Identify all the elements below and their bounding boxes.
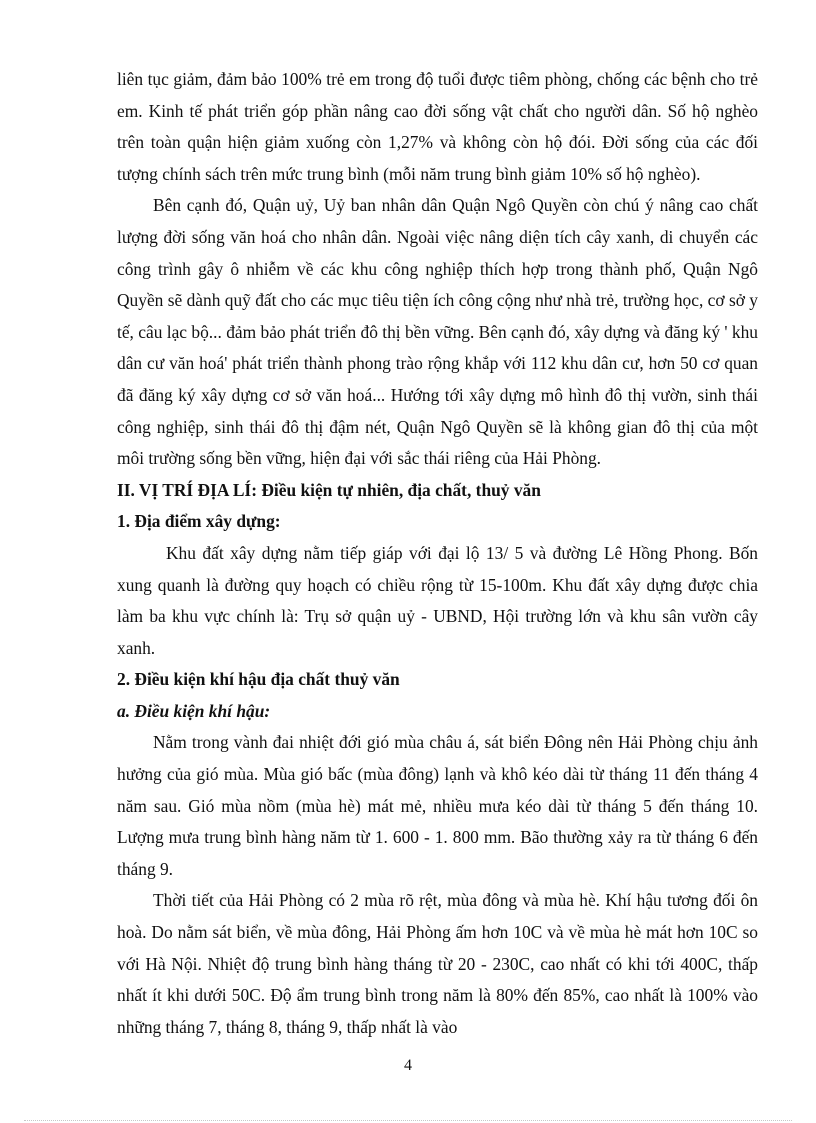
section-heading-location: II. VỊ TRÍ ĐỊA LÍ: Điều kiện tự nhiên, địa chất, thuỷ văn — [117, 479, 541, 500]
paragraph-health-economy: liên tục giảm, đảm bảo 100% trẻ em trong độ tuổi được tiêm phòng, chống các bệnh cho trẻ em. Kinh tế phát triển góp phần nâng cao đời sống vật chất cho người dân. Số hộ nghèo trên toàn quận hiện giảm xuống còn 1,27% và không còn hộ đói. Đời sống của các đối tượng chính sách trên mức trung bình (mỗi năm trung bình giảm 10% số hộ nghèo). — [117, 69, 758, 184]
paragraph-site: Khu đất xây dựng nằm tiếp giáp với đại lộ 13/ 5 và đường Lê Hồng Phong. Bốn xung quanh là đường quy hoạch có chiều rộng từ 15-100m. Khu đất xây dựng được chia làm ba khu vực chính là: Trụ sở quận uỷ - UBND, Hội trường lớn và khu sân vườn cây xanh. — [117, 542, 758, 658]
page-bottom-divider — [24, 1120, 792, 1121]
paragraph-monsoon: Nằm trong vành đai nhiệt đới gió mùa châu á, sát biển Đông nên Hải Phòng chịu ảnh hưởng của gió mùa. Mùa gió bấc (mùa đông) lạnh và khô kéo dài từ tháng 11 đến tháng 4 năm sau. Gió mùa nồm (mùa hè) mát mẻ, nhiều mưa kéo dài từ tháng 5 đến tháng 10. Lượng mưa trung bình hàng năm từ 1. 600 - 1. 800 mm. Bão thường xảy ra từ tháng 6 đến tháng 9. — [117, 732, 758, 879]
paragraph-weather: Thời tiết của Hải Phòng có 2 mùa rõ rệt, mùa đông và mùa hè. Khí hậu tương đối ôn hoà. Do nằm sát biển, về mùa đông, Hải Phòng ấm hơn 10C và về mùa hè mát hơn 10C so với Hà Nội. Nhiệt độ trung bình hàng tháng từ 20 - 230C, cao nhất có khi tới 400C, thấp nhất ít khi dưới 50C. Độ ẩm trung bình trong năm là 80% đến 85%, cao nhất là 100% vào những tháng 7, tháng 8, tháng 9, thấp nhất là vào — [117, 890, 758, 1037]
document-page — [117, 64, 758, 1043]
paragraph-culture: Bên cạnh đó, Quận uỷ, Uỷ ban nhân dân Quận Ngô Quyền còn chú ý nâng cao chất lượng đời sống văn hoá cho nhân dân. Ngoài việc nâng diện tích cây xanh, di chuyển các công trình gây ô nhiễm về các khu công nghiệp thích hợp trong thành phố, Quận Ngô Quyền sẽ dành quỹ đất cho các mục tiêu tiện ích công cộng như nhà trẻ, trường học, cơ sở y tế, câu lạc bộ... đảm bảo phát triển đô thị bền vững. Bên cạnh đó, xây dựng và đăng ký ' khu dân cư văn hoá' phát triển thành phong trào rộng khắp với 112 khu dân cư, hơn 50 cơ quan đã đăng ký xây dựng cơ sở văn hoá... Hướng tới xây dựng mô hình đô thị vườn, sinh thái công nghiệp, sinh thái đô thị đậm nét, Quận Ngô Quyền sẽ là không gian đô thị của một môi trường sống bền vững, hiện đại với sắc thái riêng của Hải Phòng. — [117, 195, 758, 469]
subsection-heading-climate-geology: 2. Điều kiện khí hậu địa chất thuỷ văn — [117, 669, 400, 690]
page-number: 4 — [404, 1057, 412, 1074]
subsection-heading-site: 1. Địa điểm xây dựng: — [117, 511, 281, 532]
subsection-heading-climate: a. Điều kiện khí hậu: — [117, 700, 271, 721]
